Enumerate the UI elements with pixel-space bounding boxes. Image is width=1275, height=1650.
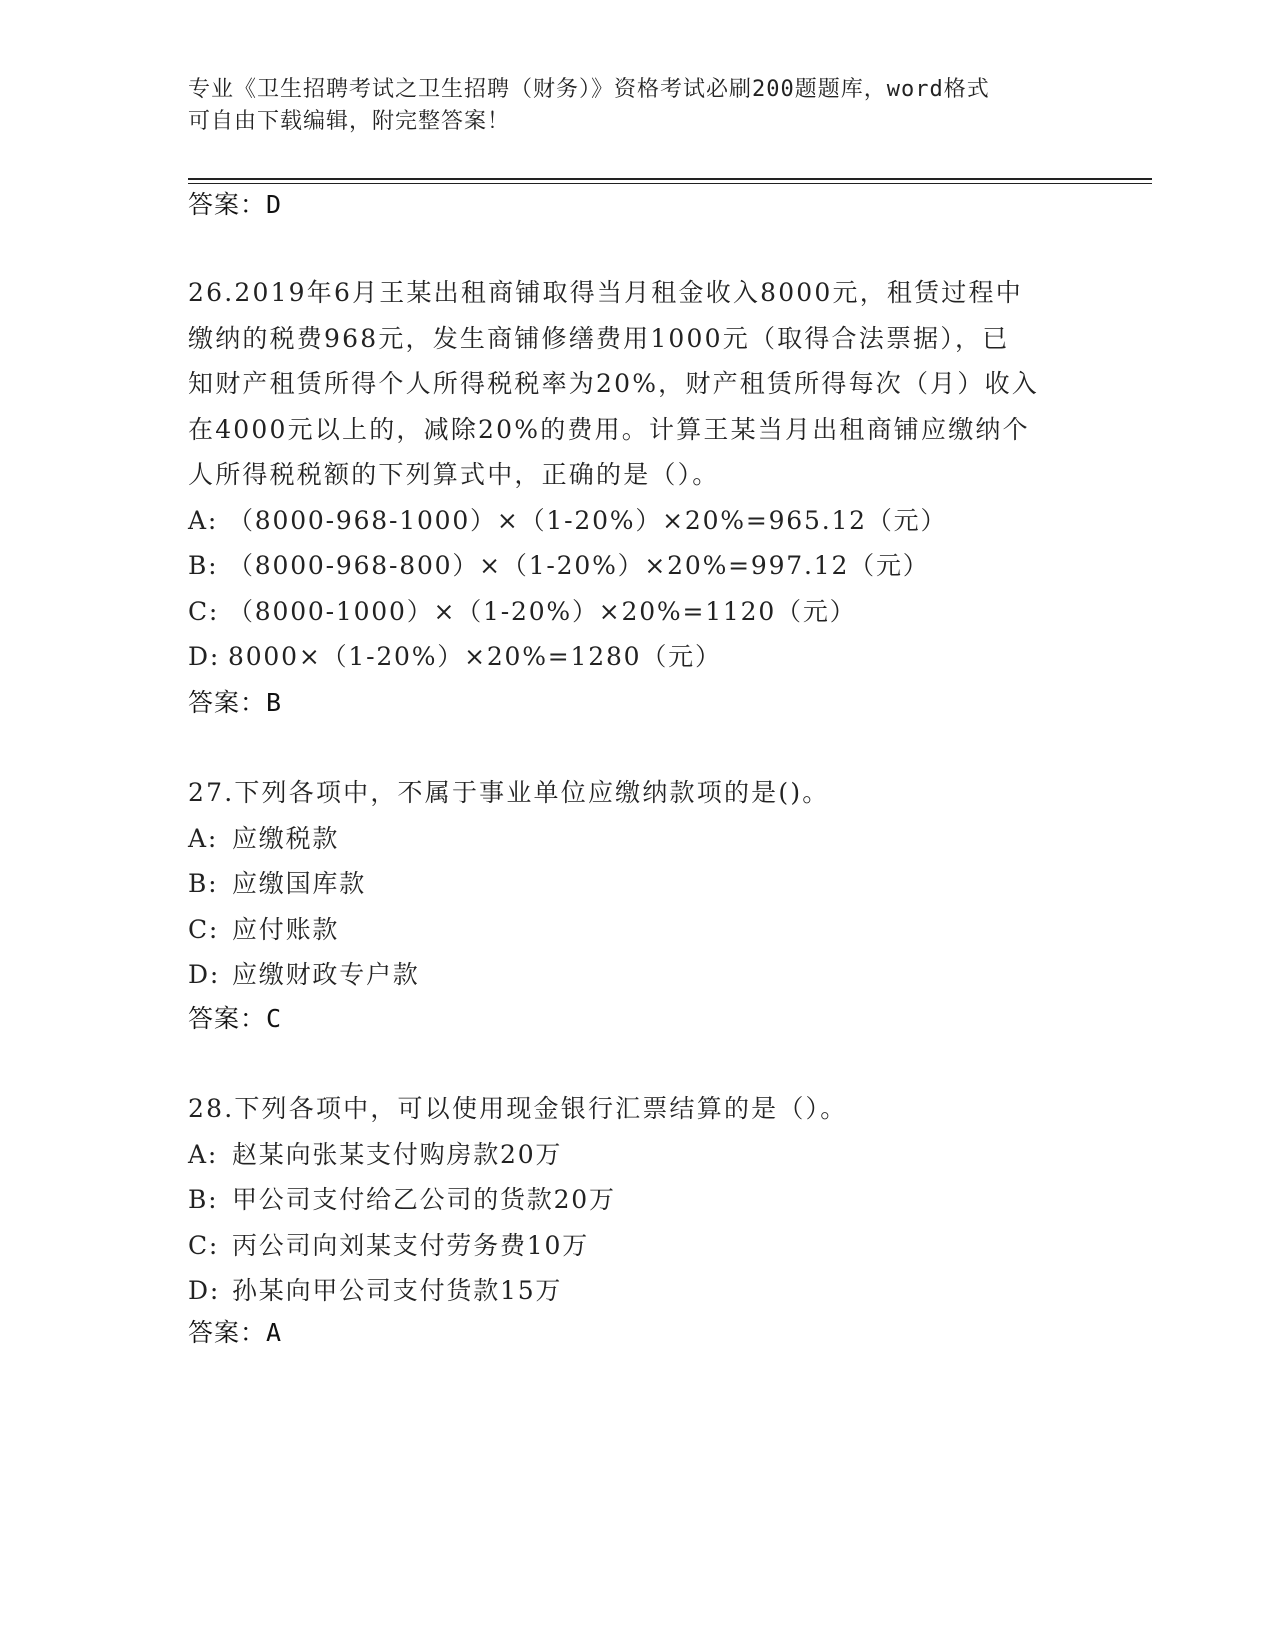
option-key: A:: [188, 823, 219, 853]
question-stem-line: 在4000元以上的，减除20%的费用。计算王某当月出租商铺应缴纳个: [188, 414, 1030, 444]
question-stem-line: 27.下列各项中，不属于事业单位应缴纳款项的是()。: [188, 778, 830, 807]
answer-28: 答案：A: [188, 1318, 283, 1347]
question-stem-line: 26.2019年6月王某出租商铺取得当月租金收入8000元，租赁过程中: [188, 278, 1023, 307]
option-d: [188, 1268, 1088, 1314]
header-line-1: 专业《卫生招聘考试之卫生招聘（财务）》资格考试必刷200题题库，word格式: [188, 77, 990, 102]
option-a: [188, 816, 1088, 862]
option-key: C:: [188, 596, 220, 626]
option-text: （8000-968-800）×（1-20%）×20%=997.12（元）: [228, 551, 930, 580]
option-key: C:: [188, 1230, 220, 1260]
option-a: [188, 498, 1088, 544]
question-27: [188, 770, 1088, 998]
option-text: 应付账款: [232, 914, 340, 944]
option-text: 应缴税款: [232, 823, 340, 853]
option-key: B:: [188, 1185, 219, 1214]
option-c: [188, 589, 1088, 635]
option-text: 孙某向甲公司支付货款15万: [232, 1276, 563, 1305]
option-b: [188, 1177, 1088, 1223]
option-c: [188, 1223, 1088, 1269]
option-b: [188, 543, 1088, 589]
document-header: [188, 74, 1068, 138]
option-key: D:: [188, 1276, 221, 1305]
question-stem-line: 28.下列各项中，可以使用现金银行汇票结算的是（）。: [188, 1094, 848, 1123]
option-text: 甲公司支付给乙公司的货款20万: [232, 1185, 616, 1214]
option-key: C:: [188, 914, 220, 944]
option-b: [188, 861, 1088, 907]
option-text: 赵某向张某支付购房款20万: [232, 1139, 563, 1169]
question-26: [188, 270, 1088, 680]
question-28: [188, 1086, 1088, 1314]
option-key: B:: [188, 869, 219, 898]
option-a: [188, 1132, 1088, 1178]
option-key: A:: [188, 505, 219, 535]
header-line-2: 可自由下载编辑，附完整答案！: [188, 109, 511, 134]
header-divider-thick: [188, 178, 1152, 180]
option-text: 丙公司向刘某支付劳务费10万: [232, 1230, 590, 1260]
option-text: （8000-968-1000）×（1-20%）×20%=965.12（元）: [228, 505, 948, 535]
answer-prev: 答案：D: [188, 190, 283, 219]
question-stem-line: 人所得税税额的下列算式中，正确的是（）。: [188, 460, 720, 489]
question-stem-line: 缴纳的税费968元，发生商铺修缮费用1000元（取得合法票据），已: [188, 323, 1010, 353]
answer-27: 答案：C: [188, 1004, 283, 1033]
option-text: 应缴财政专户款: [232, 960, 420, 989]
option-key: B:: [188, 551, 219, 580]
option-key: A:: [188, 1139, 219, 1169]
option-key: D:: [188, 960, 221, 989]
option-d: [188, 634, 1088, 680]
header-divider-thin: [188, 183, 1152, 184]
option-text: （8000-1000）×（1-20%）×20%=1120（元）: [228, 596, 857, 626]
option-d: [188, 952, 1088, 998]
option-c: [188, 907, 1088, 953]
question-stem-line: 知财产租赁所得个人所得税税率为20%，财产租赁所得每次（月）收入: [188, 369, 1039, 398]
option-key: D:: [188, 642, 221, 671]
answer-26: 答案：B: [188, 688, 283, 717]
option-text: 应缴国库款: [232, 869, 367, 898]
option-text: 8000×（1-20%）×20%=1280（元）: [228, 642, 722, 671]
